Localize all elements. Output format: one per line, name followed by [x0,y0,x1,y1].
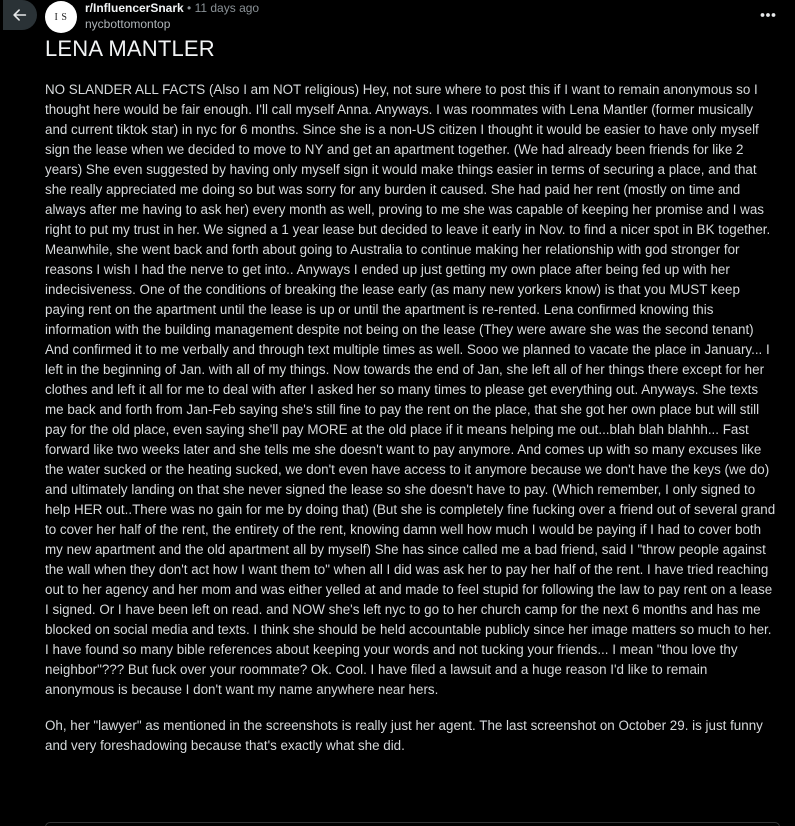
post-timestamp: 11 days ago [194,1,260,15]
post-meta-line [85,0,259,16]
more-options-button[interactable] [752,2,784,28]
post-meta [85,0,259,32]
arrow-left-icon [11,6,29,24]
post-paragraph: NO SLANDER ALL FACTS (Also I am NOT religious) Hey, not sure where to post this if I want to remain anonymous so I thought here would be fair enough. I'll call myself Anna. Anyways. I was roommates with Lena Mantler (former musically and current tiktok star) in nyc for 6 months. Since she is a non-US citizen I thought it would be easier to have only myself sign the lease when we decided to move to NY and get an apartment together. (We had already been friends for like 2 years) She even suggested by having only myself sign it would make things easier in terms of securing a place, and that she really appreciated me doing so but was sorry for any burden it caused. She had paid her rent (mostly on time and always after me having to ask her) every month as well, proving to me she was capable of keeping her promise and I was right to put my trust in her. We signed a 1 year lease but decided to leave it early in Nov. to find a nicer spot in BK together. Meanwhile, she went back and forth about going to Australia to continue making her relationship with god stronger for reasons I wish I had the nerve to get into.. Anyways I ended up just getting my own place after being fed up with her indecisiveness. One of the conditions of breaking the lease early (as many new yorkers know) is that you MUST keep paying rent on the apartment until the lease is up or until the apartment is re-rented. Lena confirmed knowing this information with the building management despite not being on the lease (They were aware she was the second tenant) And confirmed it to me verbally and through text multiple times as well. Sooo we planned to vacate the place in January... I left in the beginning of Jan. with all of my things. Now towards the end of Jan, she left all of her things there except for her clothes and left it all for me to deal with after I asked her so many times to please get everything out. Anyways. She texts me back and forth from Jan-Feb saying she's still fine to pay the rent on the place, that she got her own place but will still pay for the old place, even saying she'll pay MORE at the old place if it means helping me out...blah blah blahhh... Fast forward like two weeks later and she tells me she doesn't want to pay anymore. And comes up with so many excuses like the water sucked or the heating sucked, we don't even have access to it anymore because we don't have the keys (we do) and ultimately landing on that she never signed the lease so she doesn't have to pay. (Which remember, I only signed to help HER out..There was no gain for me by doing that) (But she is completely fine fucking over a friend out of several grand to cover her half of the rent, the entirety of the rent, knowing damn well how much I would be paying if I had to cover both my new apartment and the old apartment all by myself) She has since called me a bad friend, said I "throw people against the wall when they don't act how I want them to" when all I did was ask her to pay her half of the rent. I have tried reaching out to her agency and her mom and was either yelled at and made to feel stupid for following the law to pay rent on a lease I signed. Or I have been left on read. and NOW she's left nyc to go to her church camp for the next 6 months and has me blocked on social media and texts. I think she should be held accountable publicly since her image matters so much to her. I have found so many bible references about keeping your words and not tucking your friends... I mean "thou love thy neighbor"??? But fuck over your roommate? Ok. Cool. I have filed a lawsuit and a huge reason I'd like to remain anonymous is because I don't want my name anywhere near hers. [45,82,776,697]
post-body [45,80,778,772]
subreddit-link[interactable]: r/InfluencerSnark [85,1,184,15]
back-button[interactable] [3,0,37,30]
post-paragraph: Oh, her "lawyer" as mentioned in the screenshots is really just her agent. The last screenshot on October 29. is just funny and very foreshadowing because that's exactly what she did. [45,718,763,753]
subreddit-avatar[interactable] [45,1,77,33]
avatar-logo-text: I S [54,11,68,23]
more-horizontal-icon [760,12,776,18]
post-title: LENA MANTLER [45,36,215,61]
author-link[interactable]: nycbottomontop [85,17,171,31]
meta-separator: • [187,1,192,15]
post-actions-bar [45,822,780,826]
